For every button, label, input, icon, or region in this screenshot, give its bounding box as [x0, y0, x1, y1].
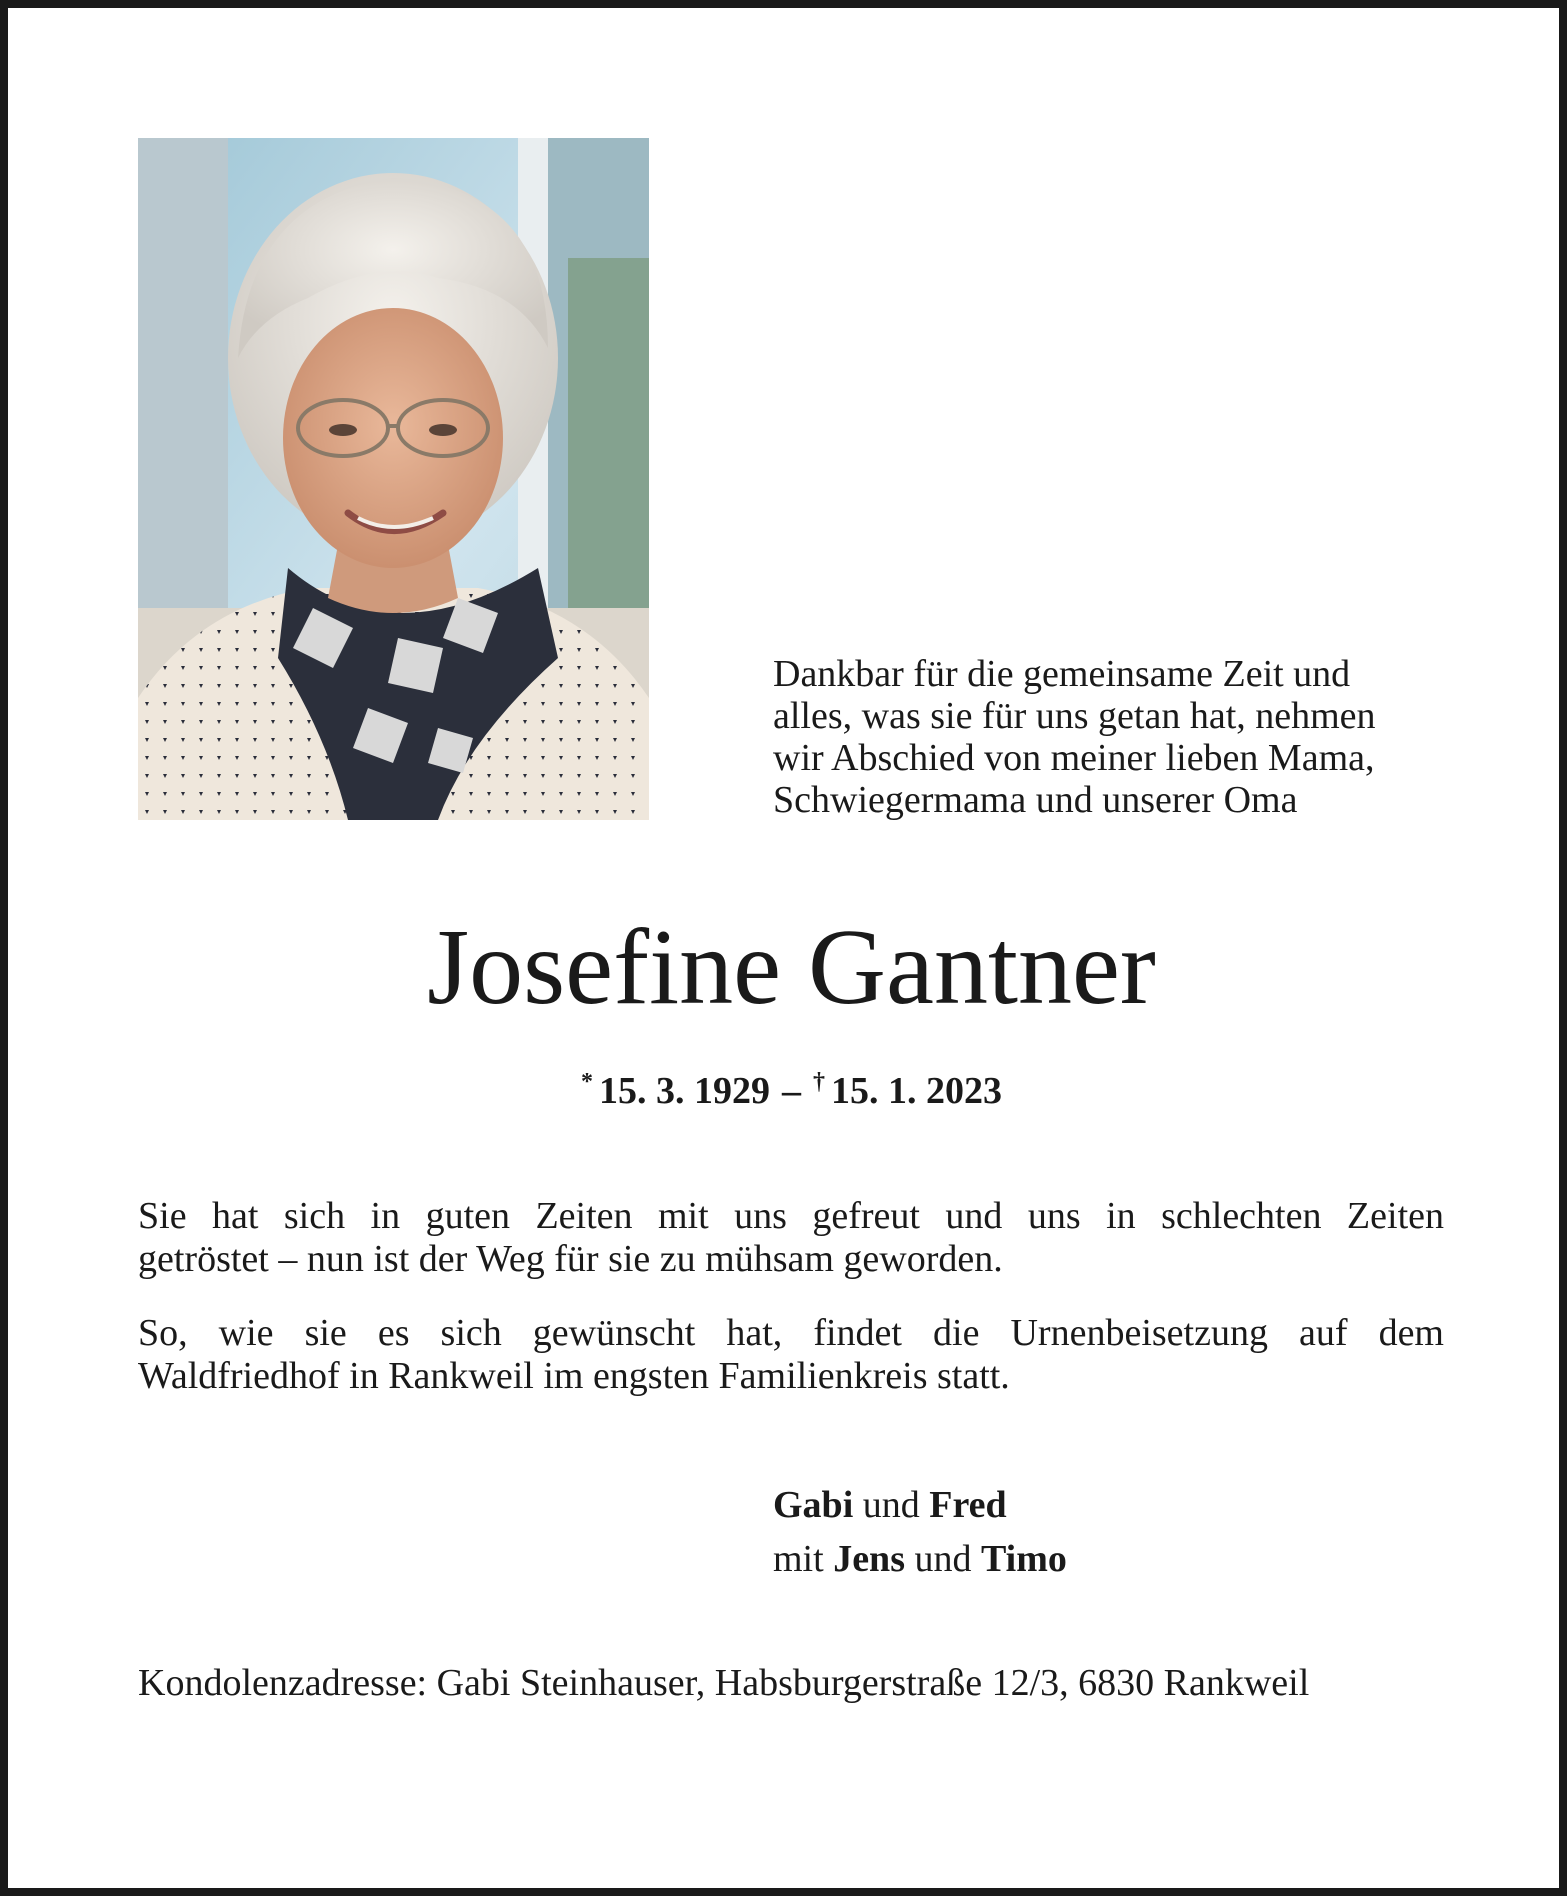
signer-joiner: und	[862, 1484, 920, 1526]
paragraph-line: getröstet – nun ist der Weg für sie zu mühsam geworden.	[138, 1238, 1003, 1280]
intro-line: Schwiegermama und unserer Oma	[773, 779, 1298, 821]
death-symbol: †	[813, 1069, 825, 1095]
signer-name: Jens	[833, 1538, 905, 1580]
condolence-address: Kondolenzadresse: Gabi Steinhauser, Habsburgerstraße 12/3, 6830 Rankweil	[138, 1662, 1310, 1704]
signer-prefix: mit	[773, 1538, 824, 1580]
death-date: 15. 1. 2023	[831, 1070, 1002, 1112]
signer-joiner: und	[914, 1538, 972, 1580]
intro-text	[773, 653, 1473, 821]
intro-line: wir Abschied von meiner lieben Mama,	[773, 737, 1375, 779]
body-paragraph-2	[138, 1312, 1444, 1398]
body-paragraph-1	[138, 1195, 1444, 1281]
date-separator: –	[782, 1070, 801, 1112]
deceased-name: Josefine Gantner	[427, 908, 1156, 1027]
signer-name: Timo	[980, 1538, 1067, 1580]
paragraph-line: Sie hat sich in guten Zeiten mit uns gefreut und uns in schlechten Zeiten	[138, 1195, 1444, 1237]
paragraph-line: So, wie sie es sich gewünscht hat, findet die Urnenbeisetzung auf dem	[138, 1312, 1444, 1354]
signers-line-2	[773, 1532, 1067, 1586]
birth-symbol: *	[581, 1069, 593, 1095]
signers	[773, 1478, 1067, 1586]
intro-line: alles, was sie für uns getan hat, nehmen	[773, 695, 1376, 737]
signer-name: Gabi	[773, 1484, 854, 1526]
life-dates	[8, 1058, 1567, 1115]
signers-line-1	[773, 1478, 1067, 1532]
signer-name: Fred	[929, 1484, 1007, 1526]
intro-line: Dankbar für die gemeinsame Zeit und	[773, 653, 1351, 695]
birth-date: 15. 3. 1929	[599, 1070, 770, 1112]
portrait-photo-icon	[138, 138, 649, 820]
paragraph-line: Waldfriedhof in Rankweil im engsten Familienkreis statt.	[138, 1355, 1010, 1397]
